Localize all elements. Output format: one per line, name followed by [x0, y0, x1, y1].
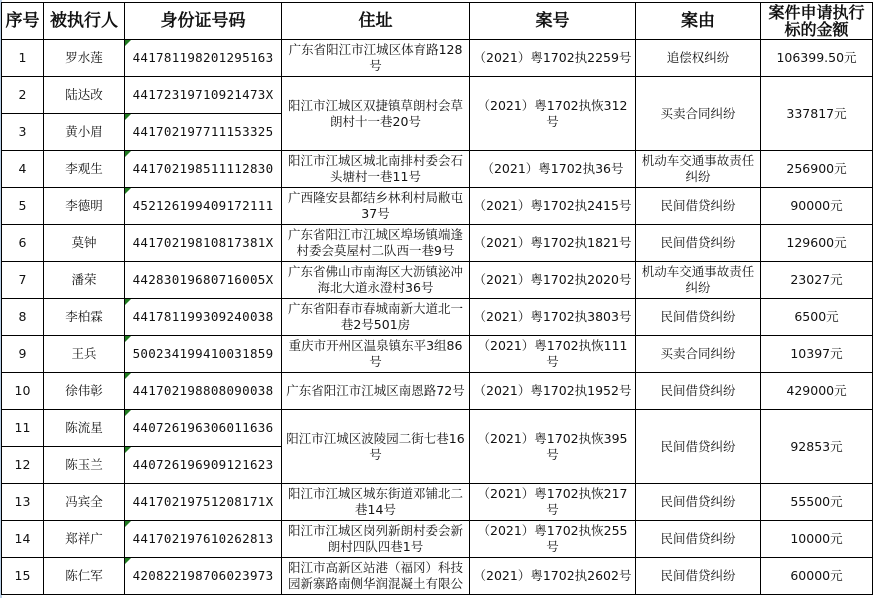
- header-case-number[interactable]: 案号: [470, 3, 636, 40]
- cell-cause[interactable]: 民间借贷纠纷: [636, 521, 761, 558]
- cell-amount[interactable]: 337817元: [761, 77, 873, 151]
- cell-name[interactable]: 徐伟彰: [44, 373, 125, 410]
- table-row: [2, 77, 873, 114]
- comment-indicator-icon: [125, 40, 131, 46]
- cell-amount[interactable]: 55500元: [761, 484, 873, 521]
- cell-id-number[interactable]: [125, 262, 282, 299]
- table-row: [2, 336, 873, 373]
- cell-amount[interactable]: 6500元: [761, 299, 873, 336]
- cell-case-number[interactable]: （2021）粤1702执恢217号: [470, 484, 636, 521]
- comment-indicator-icon: [125, 114, 131, 120]
- id-number-text: 44170219810817381X: [132, 235, 274, 250]
- cell-amount[interactable]: 256900元: [761, 151, 873, 188]
- cell-address[interactable]: 阳江市江城区城东街道邓铺北二巷14号: [282, 484, 470, 521]
- id-number-text: 420822198706023973: [132, 568, 274, 583]
- cell-name[interactable]: 黄小眉: [44, 114, 125, 151]
- cell-id-number[interactable]: [125, 40, 282, 77]
- header-amount[interactable]: 案件申请执行标的金额: [761, 3, 873, 40]
- cell-seq[interactable]: 4: [2, 151, 44, 188]
- table-row: [2, 225, 873, 262]
- cell-seq[interactable]: 11: [2, 410, 44, 447]
- cell-id-number[interactable]: [125, 299, 282, 336]
- cell-id-number[interactable]: [125, 558, 282, 595]
- cell-seq[interactable]: 8: [2, 299, 44, 336]
- enforcement-table: [1, 2, 873, 595]
- table-row: [2, 484, 873, 521]
- cell-cause[interactable]: 民间借贷纠纷: [636, 188, 761, 225]
- cell-id-number[interactable]: [125, 484, 282, 521]
- cell-case-number[interactable]: （2021）粤1702执1821号: [470, 225, 636, 262]
- cell-id-number[interactable]: [125, 188, 282, 225]
- cell-id-number[interactable]: [125, 447, 282, 484]
- cell-cause[interactable]: 机动车交通事故责任纠纷: [636, 262, 761, 299]
- id-number-text: 441781198201295163: [132, 50, 274, 65]
- cell-amount[interactable]: 10397元: [761, 336, 873, 373]
- cell-address[interactable]: 阳江市江城区双捷镇草朗村会草朗村十一巷20号: [282, 77, 470, 151]
- cell-cause[interactable]: 民间借贷纠纷: [636, 410, 761, 484]
- comment-indicator-icon: [125, 299, 131, 305]
- cell-seq[interactable]: 15: [2, 558, 44, 595]
- cell-address[interactable]: 广东省阳江市江城区埠场镇端逢村委会莫屋村二队西一巷9号: [282, 225, 470, 262]
- cell-amount[interactable]: 92853元: [761, 410, 873, 484]
- cell-name[interactable]: 潘荣: [44, 262, 125, 299]
- cell-name[interactable]: 冯宾全: [44, 484, 125, 521]
- cell-cause[interactable]: 买卖合同纠纷: [636, 336, 761, 373]
- header-row: [2, 3, 873, 40]
- table-row: [2, 151, 873, 188]
- cell-id-number[interactable]: [125, 151, 282, 188]
- header-name[interactable]: 被执行人: [44, 3, 125, 40]
- cell-seq[interactable]: 13: [2, 484, 44, 521]
- cell-amount[interactable]: 60000元: [761, 558, 873, 595]
- cell-name[interactable]: 罗水莲: [44, 40, 125, 77]
- cell-address[interactable]: 广东省佛山市南海区大沥镇泌冲海北大道永澄村36号: [282, 262, 470, 299]
- cell-case-number[interactable]: （2021）粤1702执1952号: [470, 373, 636, 410]
- cell-cause[interactable]: 机动车交通事故责任纠纷: [636, 151, 761, 188]
- cell-name[interactable]: 陈流星: [44, 410, 125, 447]
- header-cause[interactable]: 案由: [636, 3, 761, 40]
- cell-cause[interactable]: 民间借贷纠纷: [636, 299, 761, 336]
- cell-name[interactable]: 王兵: [44, 336, 125, 373]
- cell-case-number[interactable]: （2021）粤1702执恢395号: [470, 410, 636, 484]
- cell-cause[interactable]: 民间借贷纠纷: [636, 373, 761, 410]
- cell-case-number[interactable]: （2021）粤1702执2259号: [470, 40, 636, 77]
- cell-name[interactable]: 李德明: [44, 188, 125, 225]
- table-row: [2, 40, 873, 77]
- cell-amount[interactable]: 23027元: [761, 262, 873, 299]
- cell-case-number[interactable]: （2021）粤1702执3803号: [470, 299, 636, 336]
- comment-indicator-icon: [125, 336, 131, 342]
- cell-case-number[interactable]: （2021）粤1702执36号: [470, 151, 636, 188]
- cell-cause[interactable]: 民间借贷纠纷: [636, 558, 761, 595]
- table-row: [2, 373, 873, 410]
- cell-name[interactable]: 陈玉兰: [44, 447, 125, 484]
- cell-id-number[interactable]: [125, 77, 282, 114]
- id-number-text: 441702197610262813: [132, 531, 274, 546]
- cell-id-number[interactable]: [125, 114, 282, 151]
- cell-seq[interactable]: 5: [2, 188, 44, 225]
- header-id-number[interactable]: 身份证号码: [125, 3, 282, 40]
- cell-cause[interactable]: 追偿权纠纷: [636, 40, 761, 77]
- comment-indicator-icon: [125, 188, 131, 194]
- cell-seq[interactable]: 2: [2, 77, 44, 114]
- comment-indicator-icon: [125, 558, 131, 564]
- id-number-text: 44172319710921473X: [132, 87, 274, 102]
- cell-case-number[interactable]: （2021）粤1702执2020号: [470, 262, 636, 299]
- cell-seq[interactable]: 6: [2, 225, 44, 262]
- cell-id-number[interactable]: [125, 225, 282, 262]
- cell-address[interactable]: 广东省阳江市江城区南恩路72号: [282, 373, 470, 410]
- cell-cause[interactable]: 民间借贷纠纷: [636, 225, 761, 262]
- cell-case-number[interactable]: （2021）粤1702执恢111号: [470, 336, 636, 373]
- id-number-text: 441781199309240038: [132, 309, 274, 324]
- cell-address[interactable]: 阳江市江城区波陵园二街七巷16号: [282, 410, 470, 484]
- cell-address[interactable]: 广东省阳江市江城区体育路128号: [282, 40, 470, 77]
- cell-name[interactable]: 郑祥广: [44, 521, 125, 558]
- id-number-text: 441702197711153325: [132, 124, 274, 139]
- cell-cause[interactable]: 民间借贷纠纷: [636, 484, 761, 521]
- cell-name[interactable]: 陆达改: [44, 77, 125, 114]
- table-row: [2, 410, 873, 447]
- cell-address[interactable]: 阳江市江城区城北南排村委会石头塘村一巷11号: [282, 151, 470, 188]
- cell-case-number[interactable]: （2021）粤1702执2415号: [470, 188, 636, 225]
- cell-case-number[interactable]: （2021）粤1702执恢255号: [470, 521, 636, 558]
- cell-case-number[interactable]: （2021）粤1702执恢312号: [470, 77, 636, 151]
- cell-id-number[interactable]: [125, 336, 282, 373]
- cell-address[interactable]: 阳江市高新区站港（福冈）科技园新寨路南侧华润混凝土有限公: [282, 558, 470, 595]
- cell-seq[interactable]: 3: [2, 114, 44, 151]
- header-address[interactable]: 住址: [282, 3, 470, 40]
- table-row: [2, 262, 873, 299]
- comment-indicator-icon: [125, 521, 131, 527]
- id-number-text: 44283019680716005X: [132, 272, 274, 287]
- comment-indicator-icon: [125, 373, 131, 379]
- id-number-text: 44170219751208171X: [132, 494, 274, 509]
- cell-name[interactable]: 陈仁军: [44, 558, 125, 595]
- cell-seq[interactable]: 7: [2, 262, 44, 299]
- cell-address[interactable]: 重庆市开州区温泉镇东平3组86号: [282, 336, 470, 373]
- cell-amount[interactable]: 129600元: [761, 225, 873, 262]
- cell-name[interactable]: 李观生: [44, 151, 125, 188]
- comment-indicator-icon: [125, 447, 131, 453]
- id-number-text: 440726196306011636: [132, 420, 274, 435]
- cell-amount[interactable]: 10000元: [761, 521, 873, 558]
- cell-seq[interactable]: 9: [2, 336, 44, 373]
- header-seq[interactable]: 序号: [2, 3, 44, 40]
- comment-indicator-icon: [125, 151, 131, 157]
- cell-seq[interactable]: 1: [2, 40, 44, 77]
- id-number-text: 440726196909121623: [132, 457, 274, 472]
- cell-amount[interactable]: 429000元: [761, 373, 873, 410]
- cell-amount[interactable]: 106399.50元: [761, 40, 873, 77]
- cell-amount[interactable]: 90000元: [761, 188, 873, 225]
- cell-cause[interactable]: 买卖合同纠纷: [636, 77, 761, 151]
- cell-address[interactable]: 广西隆安县都结乡林利村局敝屯37号: [282, 188, 470, 225]
- cell-seq[interactable]: 14: [2, 521, 44, 558]
- cell-address[interactable]: 广东省阳春市春城南新大道北一巷2号501房: [282, 299, 470, 336]
- table-row: [2, 521, 873, 558]
- cell-name[interactable]: 李柏霖: [44, 299, 125, 336]
- cell-id-number[interactable]: [125, 521, 282, 558]
- id-number-text: 452126199409172111: [132, 198, 274, 213]
- table-row: [2, 558, 873, 595]
- comment-indicator-icon: [125, 410, 131, 416]
- cell-id-number[interactable]: [125, 373, 282, 410]
- cell-name[interactable]: 莫钟: [44, 225, 125, 262]
- cell-seq[interactable]: 12: [2, 447, 44, 484]
- cell-seq[interactable]: 10: [2, 373, 44, 410]
- id-number-text: 500234199410031859: [132, 346, 274, 361]
- id-number-text: 441702198511112830: [132, 161, 274, 176]
- table-row: [2, 299, 873, 336]
- id-number-text: 441702198808090038: [132, 383, 274, 398]
- cell-address[interactable]: 阳江市江城区岗列新朗村委会新朗村四队四巷1号: [282, 521, 470, 558]
- table-row: [2, 188, 873, 225]
- cell-case-number[interactable]: （2021）粤1702执2602号: [470, 558, 636, 595]
- cell-id-number[interactable]: [125, 410, 282, 447]
